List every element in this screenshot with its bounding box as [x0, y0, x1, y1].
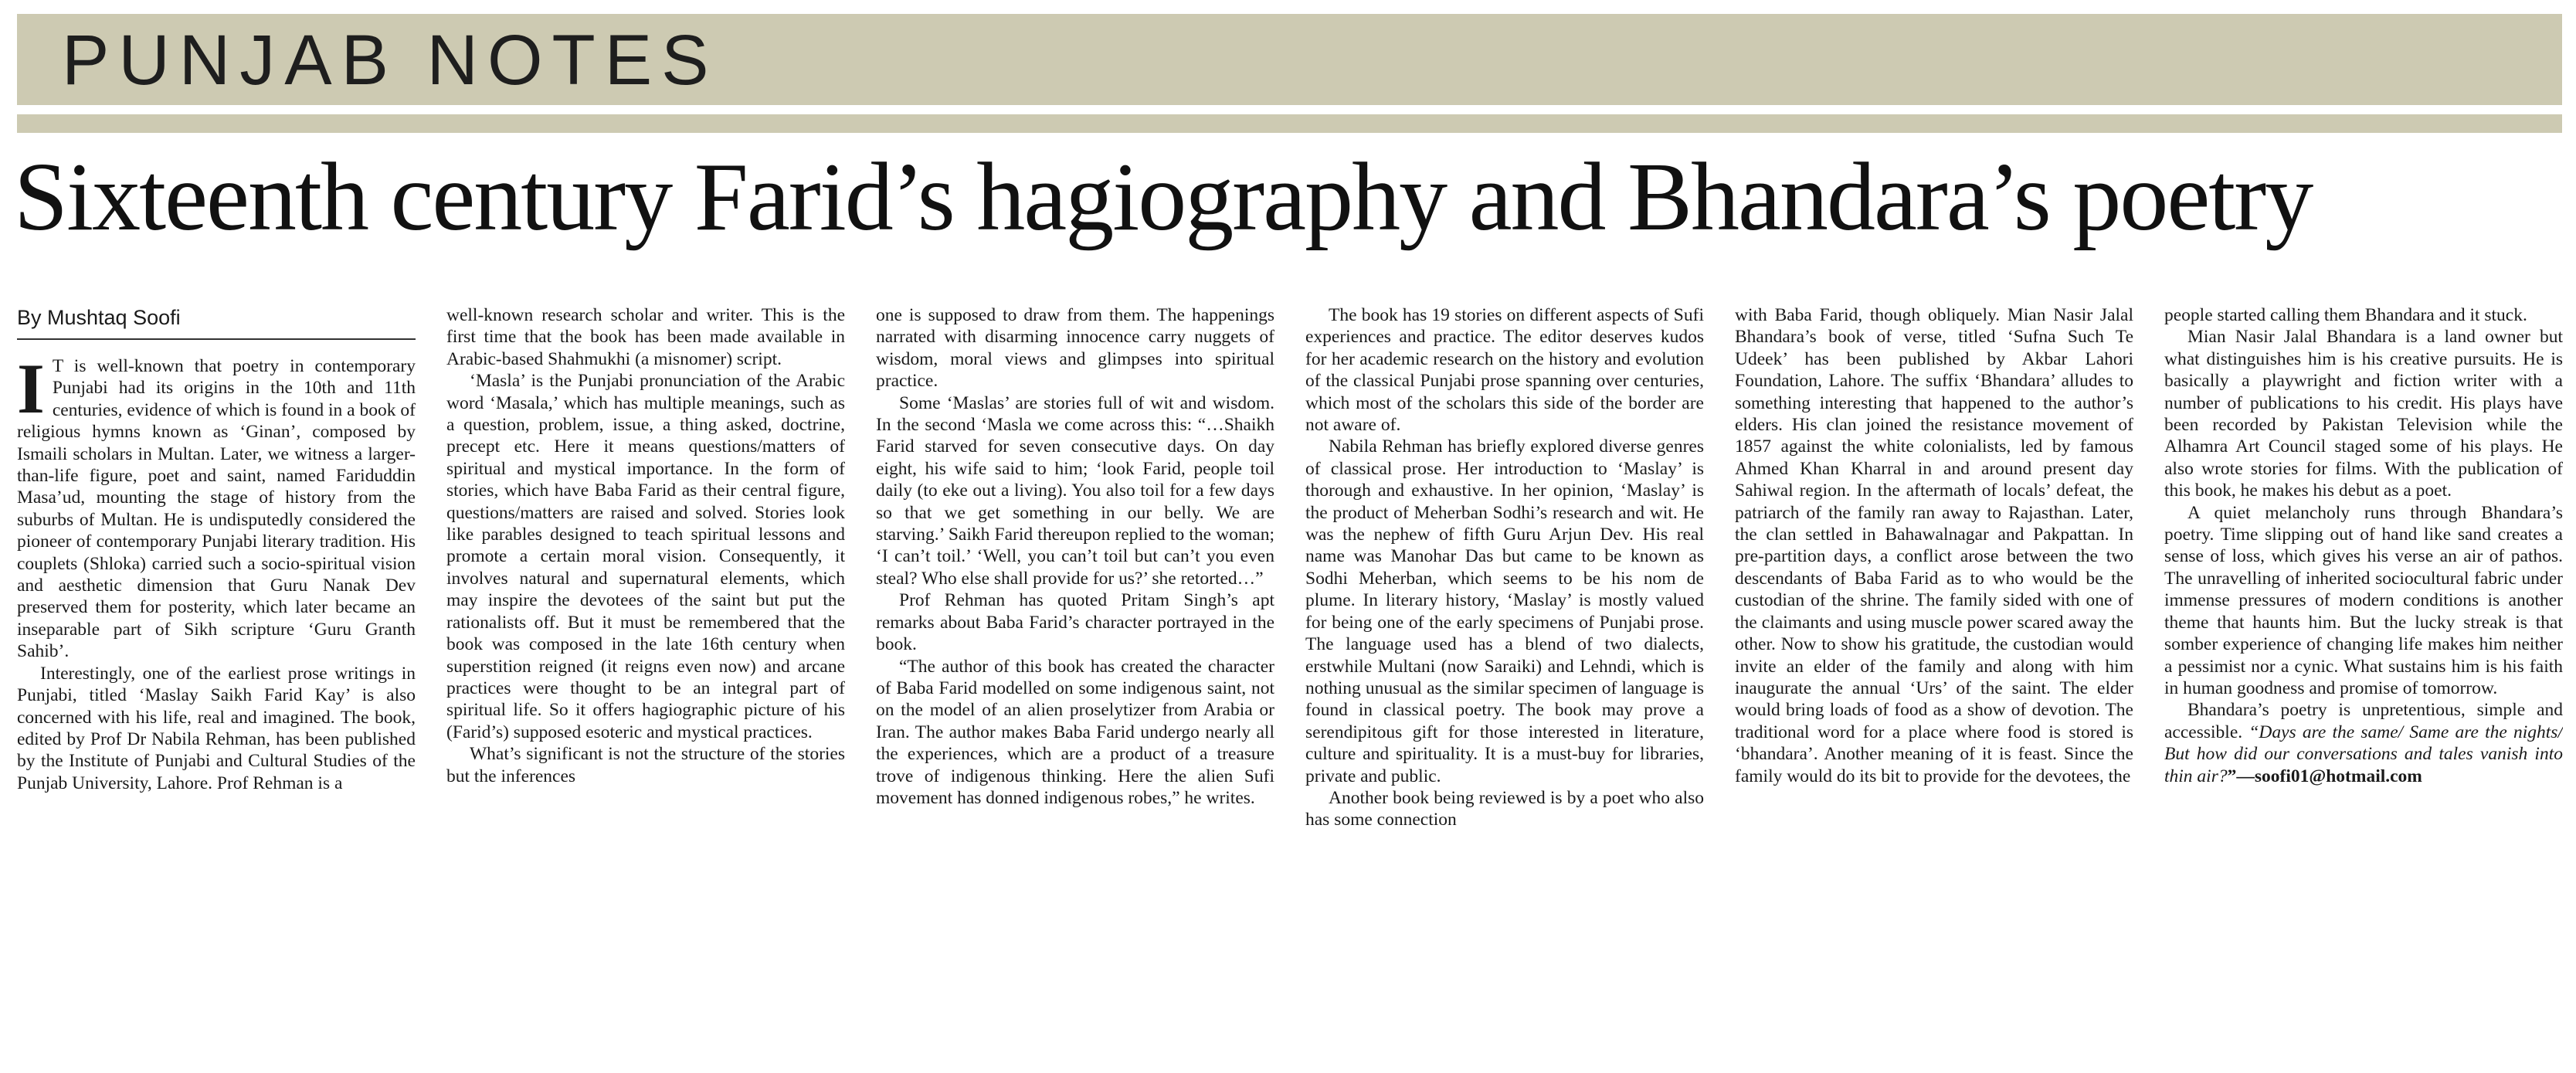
paragraph: well-known research scholar and writer. This is the first time that the book has been made available in Arabic-based Shahmukhi (a misnomer) script.: [446, 305, 845, 369]
column-6: [2164, 304, 2563, 1046]
section-banner: [17, 14, 2562, 105]
column-1: [17, 304, 416, 1046]
paragraph: Mian Nasir Jalal Bhandara is a land owner but what distinguishes him is his creative pursuits. He is basically a playwright and fiction writer with a number of publications to his credit. His plays have been recorded by Pakistan Television while the Alhamra Art Council staged some of his plays. He also wrote stories for films. With the publication of this book, he makes his debut as a poet.: [2164, 327, 2563, 501]
byline: By Mushtaq Soofi: [17, 304, 416, 340]
paragraph: people started calling them Bhandara and it stuck.: [2164, 305, 2527, 325]
paragraph: one is supposed to draw from them. The happenings narrated with disarming innocence carry nuggets of wisdom, moral views and glimpses into spiritual practice.: [876, 305, 1274, 392]
paragraph: Interestingly, one of the earliest prose writings in Punjabi, titled ‘Maslay Saikh Farid Kay’ is also concerned with his life, real and imagined. The book, edited by Prof Dr Nabila Rehman, has been published by the Institute of Punjabi and Cultural Studies of the Punjab University, Lahore. Prof Rehman is a: [17, 663, 416, 793]
section-title: PUNJAB NOTES: [62, 21, 718, 100]
paragraph: Nabila Rehman has briefly explored diverse genres of classical prose. Her introduction to ‘Maslay’ is thorough and exhaustive. In her opinion, ‘Maslay’ is the product of Meherban Sodhi’s research and wit. He was the nephew of fifth Guru Arjun Dev. His real name was Manohar Das but came to be known as Sodhi Meherban, which seems to be his nom de plume. In literary history, ‘Maslay’ is mostly valued for being one of the early specimens of Punjabi prose. The language used has a blend of two dialects, erstwhile Multani (now Saraiki) and Lehndi, which is nothing unusual as the similar specimen of language is found in classical poetry. The book may prove a serendipitous gift for those interested in literature, culture and spirituality. It is a must-buy for libraries, private and public.: [1305, 436, 1704, 786]
drop-cap: I: [17, 349, 45, 428]
poem-quote: “Days are the same/ Same are the nights/ But how did our conversations and tales vanish into thin air?: [2164, 722, 2563, 786]
paragraph: What’s significant is not the structure of the stories but the inferences: [446, 744, 845, 786]
paragraph: ‘Masla’ is the Punjabi pronunciation of the Arabic word ‘Masala,’ which has multiple meanings, such as a question, problem, issue, a thing asked, doctrine, precept etc. Here it means questions/matters of spiritual and mystical importance. In the form of stories, which have Baba Farid as their central figure, questions/matters are raised and solved. Stories look like parables designed to teach spiritual lessons and promote a certain moral vision. Consequently, it involves natural and supernatural elements, which may inspire the devotees of the saint but put the rationalists off. But it must be remembered that the book was composed in the late 16th century when superstition reigned (it reigns even now) and arcane practices were thought to be an integral part of spiritual life. So it offers hagiographic picture of his (Farid’s) supposed esoteric and mystical practices.: [446, 371, 845, 742]
paragraph: Bhandara’s poetry is unpretentious, simple and accessible. “Days are the same/ Same are the nights/ But how did our conversations and tales vanish into thin air?”—soofi01@hotmail.com: [2164, 700, 2563, 786]
author-email: ”—soofi01@hotmail.com: [2227, 766, 2422, 786]
paragraph: The book has 19 stories on different aspects of Sufi experiences and practice. The editor deserves kudos for her academic research on the history and evolution of the classical Punjabi prose spanning over centuries, which most of the scholars this side of the border are not aware of.: [1305, 305, 1704, 436]
paragraph: Prof Rehman has quoted Pritam Singh’s apt remarks about Baba Farid’s character portrayed in the book.: [876, 590, 1274, 655]
paragraph: Some ‘Maslas’ are stories full of wit and wisdom. In the second ‘Masla we come across this: “…Shaikh Farid starved for seven consecutive days. On day eight, his wife said to him; ‘look Farid, people toil daily (to eke out a living). You also toil for a few days so that we get something in our belly. We are starving.’ Saikh Farid thereupon replied to the woman; ‘I can’t toil.’ ‘Well, you can’t toil but can’t you even steal? Who else shall provide for us?’ she retorted…”: [876, 392, 1274, 589]
headline: Sixteenth century Farid’s hagiography and Bhandara’s poetry: [14, 144, 2313, 251]
paragraph: I T is well-known that poetry in contemporary Punjabi had its origins in the 10th and 11th centuries, evidence of which is found in a book of religious hymns known as ‘Ginan’, composed by Ismaili scholars in Multan. Later, we witness a larger-than-life figure, poet and saint, named Fariduddin Masa’ud, mounting the stage of history from the suburbs of Multan. He is undisputedly considered the pioneer of contemporary Punjabi literary tradition. His couplets (Shloka) carried such a socio-spiritual vision and aesthetic dimension that Guru Nanak Dev preserved them for posterity, which later became an inseparable part of Sikh scripture ‘Guru Granth Sahib’.: [17, 349, 416, 662]
section-rule: [17, 114, 2562, 133]
column-4: [1305, 304, 1704, 1046]
column-2: [446, 304, 845, 1046]
paragraph: with Baba Farid, though obliquely. Mian Nasir Jalal Bhandara’s book of verse, titled ‘Sufna Such Te Udeek’ has been published by Akbar Lahori Foundation, Lahore. The suffix ‘Bhandara’ alludes to something interesting that happened to the author’s elders. His clan joined the resistance movement of 1857 against the white colonialists, led by famous Ahmed Khan Kharral in and around present day Sahiwal region. In the aftermath of locals’ defeat, the patriarch of the family ran away to Rajasthan. Later, the clan settled in Bahawalnagar and Pakpattan. In pre-partition days, a conflict arose between the two descendants of Baba Farid as to who would be the custodian of the shrine. The family sided with one of the claimants and using muscle power scared away the other. Now to show his gratitude, the custodian would invite an elder of the family and along with him inaugurate the annual ‘Urs’ of the saint. The elder would bring loads of food as a show of devotion. The traditional word for a place where food is stored is ‘bhandara’. Another meaning of it is feast. Since the family would do its bit to provide for the devotees, the: [1735, 305, 2133, 786]
column-3: [876, 304, 1274, 1046]
paragraph: A quiet melancholy runs through Bhandara’s poetry. Time slipping out of hand like sand creates a sense of loss, which gives his verse an air of pathos. The unravelling of inherited sociocultural fabric under immense pressures of modern conditions is another theme that haunts him. But the lucky streak is that somber experience of changing life makes him neither a pessimist nor a cynic. What sustains him is his faith in human goodness and promise of tomorrow.: [2164, 502, 2563, 698]
paragraph: “The author of this book has created the character of Baba Farid modelled on some indigenous saint, not on the model of an alien proselytizer from Arabia or Iran. The author makes Baba Farid undergo nearly all the experiences, which are a product of a treasure trove of indigenous thinking. Here the alien Sufi movement has donned indigenous robes,” he writes.: [876, 656, 1274, 808]
column-5: [1735, 304, 2133, 1046]
paragraph: Another book being reviewed is by a poet who also has some connection: [1305, 787, 1704, 830]
